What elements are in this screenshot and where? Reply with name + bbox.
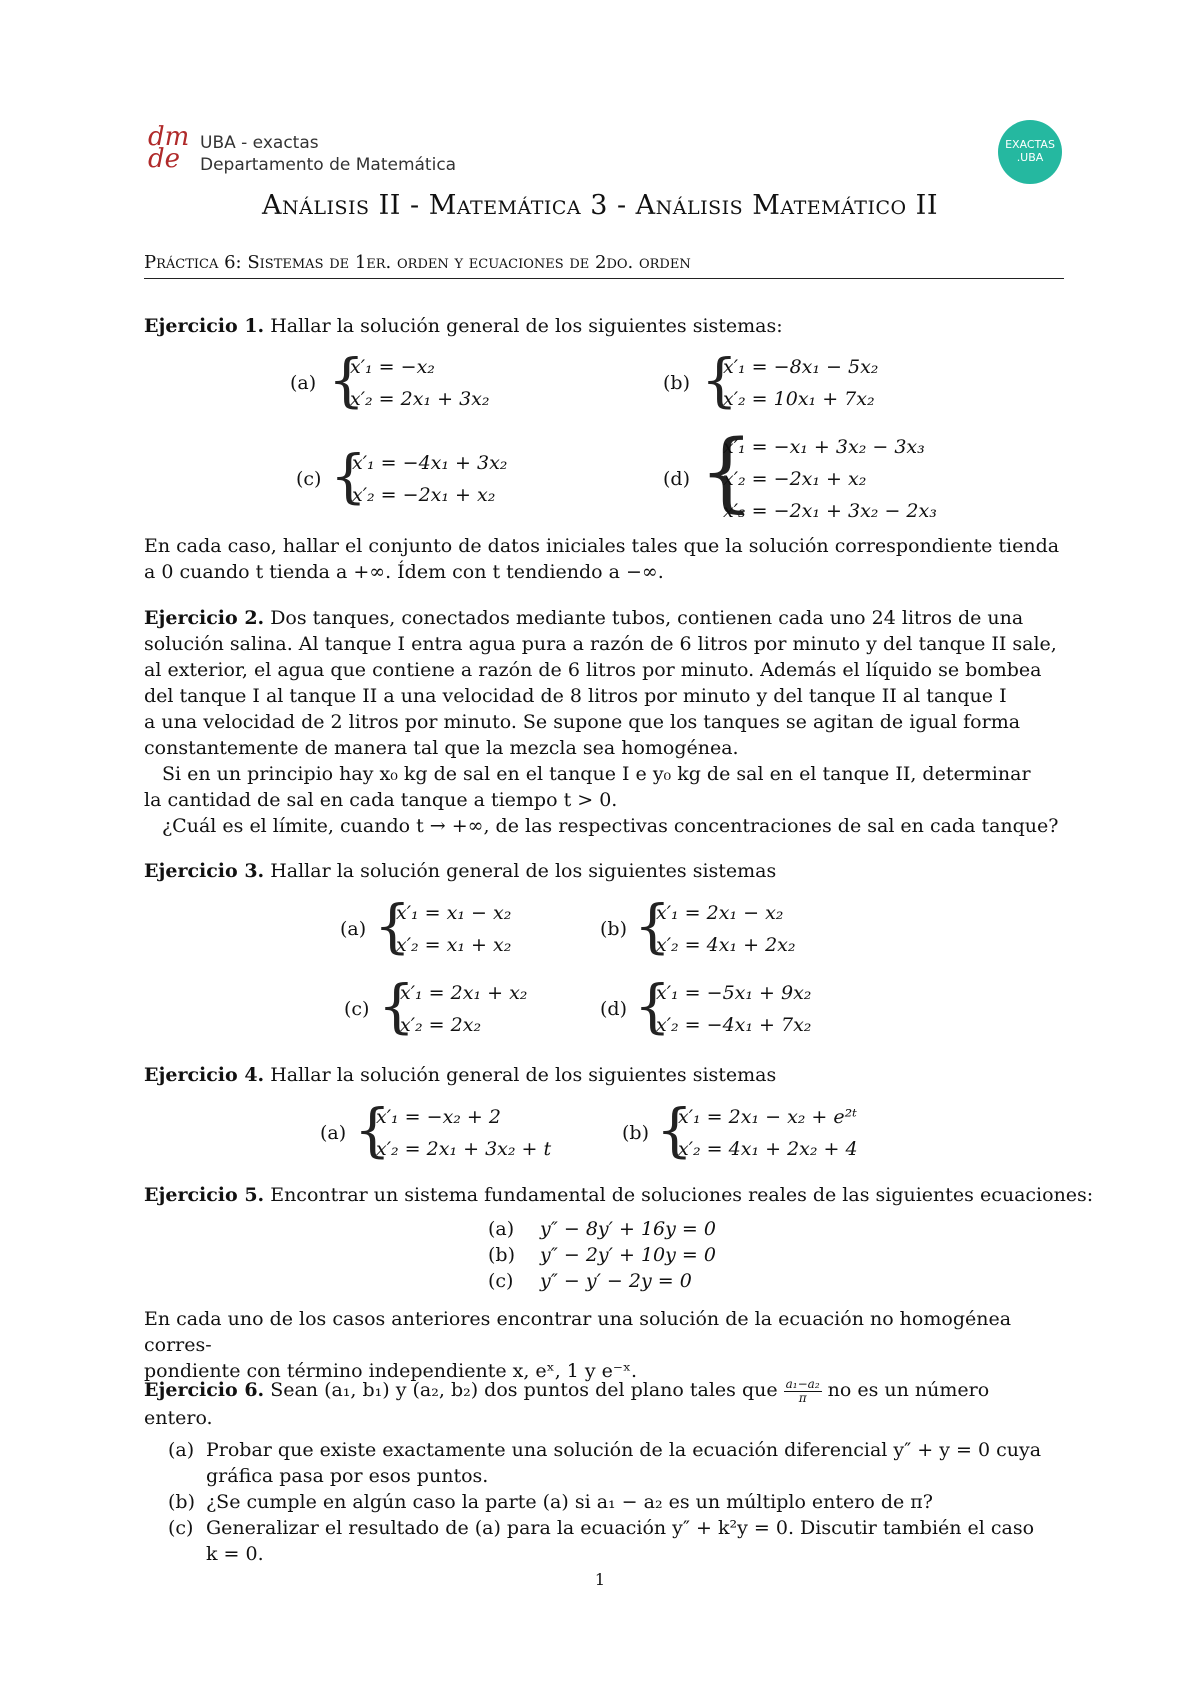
page-number: 1 bbox=[594, 1570, 606, 1589]
ej6-item-b bbox=[144, 1489, 1064, 1515]
ej2-line8: la cantidad de sal en cada tanque a tiempo t > 0. bbox=[144, 789, 618, 811]
ej3-b-eq1: x′₁ = 2x₁ − x₂ bbox=[656, 902, 784, 924]
brace-icon: { bbox=[701, 346, 738, 414]
ej3-head: Ejercicio 3. bbox=[144, 860, 265, 882]
ej3-a-label: (a) bbox=[340, 918, 367, 940]
ej4-head: Ejercicio 4. bbox=[144, 1064, 265, 1086]
page-subtitle: Práctica 6: Sistemas de 1er. orden y ecuaciones de 2do. orden bbox=[144, 252, 691, 273]
ej3-b-label: (b) bbox=[600, 918, 627, 940]
ej1-text: Hallar la solución general de los siguientes sistemas: bbox=[270, 315, 783, 337]
brace-icon: { bbox=[354, 1096, 391, 1164]
ej5-head: Ejercicio 5. bbox=[144, 1184, 265, 1206]
ej6-head: Ejercicio 6. bbox=[144, 1379, 265, 1401]
ej6-item-a bbox=[144, 1437, 1064, 1489]
ej5-text: Encontrar un sistema fundamental de soluciones reales de las siguientes ecuaciones: bbox=[270, 1184, 1094, 1206]
brace-icon: { bbox=[634, 892, 671, 960]
badge-line1: EXACTAS bbox=[1005, 138, 1055, 151]
ej1-d-eq2: x′₂ = −2x₁ + x₂ bbox=[723, 468, 867, 490]
ej3-d-eq1: x′₁ = −5x₁ + 9x₂ bbox=[656, 982, 812, 1004]
ej1-system-a bbox=[290, 346, 510, 422]
ej4-system-b bbox=[622, 1096, 902, 1172]
brace-icon: { bbox=[699, 422, 754, 522]
department-logo-text bbox=[200, 132, 456, 176]
exactas-uba-badge bbox=[998, 120, 1062, 184]
subtitle-rule bbox=[144, 278, 1064, 279]
ej3-b-eq2: x′₂ = 4x₁ + 2x₂ bbox=[656, 934, 796, 956]
ej6-line1b: no es un número bbox=[827, 1379, 990, 1401]
ej6-a-label: (a) bbox=[168, 1438, 195, 1461]
ej6-c-line1: Generalizar el resultado de (a) para la ecuación y″ + k²y = 0. Discutir también el caso bbox=[206, 1516, 1035, 1539]
ej6-frac-num: a₁−a₂ bbox=[785, 1376, 820, 1391]
ej4-a-label: (a) bbox=[320, 1122, 347, 1144]
ej2-line3: al exterior, el agua que contiene a razón de 6 litros por minuto. Además el líquido se bombea bbox=[144, 659, 1042, 681]
ej3-c-eq2: x′₂ = 2x₂ bbox=[400, 1014, 482, 1036]
logo-mark-bottom: de bbox=[148, 144, 181, 174]
ej4-b-label: (b) bbox=[622, 1122, 649, 1144]
brace-icon: { bbox=[378, 972, 415, 1040]
ej2-block bbox=[144, 605, 1064, 839]
ej3-d-label: (d) bbox=[600, 998, 627, 1020]
brace-icon: { bbox=[656, 1096, 693, 1164]
brace-icon: { bbox=[328, 346, 365, 414]
ej1-system-c bbox=[296, 442, 556, 518]
ej6-fraction bbox=[784, 1378, 822, 1405]
ej3-c-eq1: x′₁ = 2x₁ + x₂ bbox=[400, 982, 528, 1004]
ej1-heading-line bbox=[144, 313, 783, 339]
ej2-line6: constantemente de manera tal que la mezcla sea homogénea. bbox=[144, 737, 739, 759]
ej3-text: Hallar la solución general de los siguientes sistemas bbox=[270, 860, 777, 882]
badge-line2: .UBA bbox=[1016, 151, 1044, 164]
ej2-line9: ¿Cuál es el límite, cuando t → +∞, de las respectivas concentraciones de sal en cada tanque? bbox=[162, 815, 1059, 837]
ej1-b-eq1: x′₁ = −8x₁ − 5x₂ bbox=[723, 356, 879, 378]
ej6-a-line2: gráfica pasa por esos puntos. bbox=[206, 1464, 489, 1487]
ej4-a-eq1: x′₁ = −x₂ + 2 bbox=[376, 1106, 501, 1128]
ej5-c-eq: y″ − y′ − 2y = 0 bbox=[540, 1270, 692, 1292]
ej1-d-label: (d) bbox=[663, 468, 690, 490]
ej1-c-eq2: x′₂ = −2x₁ + x₂ bbox=[352, 484, 496, 506]
ej5-equations bbox=[488, 1218, 748, 1296]
ej3-system-c bbox=[344, 972, 564, 1048]
ej6-frac-den: π bbox=[798, 1390, 807, 1405]
dm-logo-mark bbox=[148, 122, 190, 174]
ej4-system-a bbox=[320, 1096, 580, 1172]
ej1-after1: En cada caso, hallar el conjunto de datos iniciales tales que la solución correspondiente tienda bbox=[144, 535, 1060, 557]
ej1-b-label: (b) bbox=[663, 372, 690, 394]
ej1-d-eq3: x′₃ = −2x₁ + 3x₂ − 2x₃ bbox=[723, 500, 937, 522]
ej6-line1a: Sean (a₁, b₁) y (a₂, b₂) dos puntos del plano tales que bbox=[270, 1379, 778, 1401]
ej4-text: Hallar la solución general de los siguientes sistemas bbox=[270, 1064, 777, 1086]
ej4-b-eq2: x′₂ = 4x₁ + 2x₂ + 4 bbox=[678, 1138, 858, 1160]
brace-icon: { bbox=[374, 892, 411, 960]
ej3-system-b bbox=[600, 892, 840, 968]
ej5-b-label: (b) bbox=[488, 1244, 515, 1266]
ej1-after2: a 0 cuando t tienda a +∞. Ídem con t tendiendo a −∞. bbox=[144, 561, 664, 583]
ej6-b-line1: ¿Se cumple en algún caso la parte (a) si a₁ − a₂ es un múltiplo entero de π? bbox=[206, 1490, 933, 1513]
ej1-followup bbox=[144, 533, 1064, 585]
ej3-d-eq2: x′₂ = −4x₁ + 7x₂ bbox=[656, 1014, 812, 1036]
ej6-b-label: (b) bbox=[168, 1490, 195, 1513]
ej6-item-c bbox=[144, 1515, 1064, 1567]
ej1-system-d bbox=[663, 422, 963, 532]
ej6-a-line1: Probar que existe exactamente una solución de la ecuación diferencial y″ + y = 0 cuya bbox=[206, 1438, 1042, 1461]
ej4-a-eq2: x′₂ = 2x₁ + 3x₂ + t bbox=[376, 1138, 552, 1160]
ej6-line2: entero. bbox=[144, 1406, 213, 1429]
logo-line-uba: UBA - exactas bbox=[200, 133, 319, 153]
ej1-system-b bbox=[663, 346, 923, 422]
ej2-line1: Dos tanques, conectados mediante tubos, contienen cada uno 24 litros de una bbox=[270, 607, 1024, 629]
ej6-c-line2: k = 0. bbox=[206, 1542, 264, 1565]
ej2-line2: solución salina. Al tanque I entra agua pura a razón de 6 litros por minuto y del tanque II sale, bbox=[144, 633, 1057, 655]
ej4-b-eq1: x′₁ = 2x₁ − x₂ + e²ᵗ bbox=[678, 1106, 857, 1128]
ej2-line7: Si en un principio hay x₀ kg de sal en el tanque I e y₀ kg de sal en el tanque II, determinar bbox=[162, 763, 1031, 785]
brace-icon: { bbox=[634, 972, 671, 1040]
ej2-line4: del tanque I al tanque II a una velocidad de 8 litros por minuto y del tanque II al tanque I bbox=[144, 685, 1007, 707]
ej1-c-eq1: x′₁ = −4x₁ + 3x₂ bbox=[352, 452, 508, 474]
ej2-line5: a una velocidad de 2 litros por minuto. Se supone que los tanques se agitan de igual forma bbox=[144, 711, 1021, 733]
ej5-heading-line bbox=[144, 1182, 1093, 1208]
ej3-system-d bbox=[600, 972, 860, 1048]
ej1-a-eq2: x′₂ = 2x₁ + 3x₂ bbox=[350, 388, 490, 410]
ej3-a-eq1: x′₁ = x₁ − x₂ bbox=[396, 902, 512, 924]
ej1-c-label: (c) bbox=[296, 468, 322, 490]
ej4-heading-line bbox=[144, 1062, 776, 1088]
ej1-head: Ejercicio 1. bbox=[144, 315, 265, 337]
ej3-c-label: (c) bbox=[344, 998, 370, 1020]
ej5-followup bbox=[144, 1306, 1064, 1384]
ej5-b-eq: y″ − 2y′ + 10y = 0 bbox=[540, 1244, 716, 1266]
page-title: Análisis II - Matemática 3 - Análisis Matemático II bbox=[261, 190, 938, 221]
brace-icon: { bbox=[330, 442, 367, 510]
ej5-after1: En cada uno de los casos anteriores encontrar una solución de la ecuación no homogénea corres- bbox=[144, 1308, 1012, 1356]
ej3-a-eq2: x′₂ = x₁ + x₂ bbox=[396, 934, 512, 956]
ej6-c-label: (c) bbox=[168, 1516, 194, 1539]
ej1-a-label: (a) bbox=[290, 372, 317, 394]
ej3-system-a bbox=[340, 892, 560, 968]
ej6-block bbox=[144, 1377, 1064, 1567]
ej3-heading-line bbox=[144, 858, 776, 884]
ej1-a-eq1: x′₁ = −x₂ bbox=[350, 356, 435, 378]
ej1-b-eq2: x′₂ = 10x₁ + 7x₂ bbox=[723, 388, 875, 410]
logo-mark-top: dm bbox=[148, 122, 190, 152]
ej5-c-label: (c) bbox=[488, 1270, 514, 1292]
ej5-a-label: (a) bbox=[488, 1218, 515, 1240]
ej5-after2: pondiente con término independiente x, eˣ, 1 y e⁻ˣ. bbox=[144, 1360, 638, 1382]
ej1-d-eq1: x′₁ = −x₁ + 3x₂ − 3x₃ bbox=[723, 436, 925, 458]
logo-line-department: Departamento de Matemática bbox=[200, 155, 457, 175]
ej2-head: Ejercicio 2. bbox=[144, 607, 265, 629]
ej5-a-eq: y″ − 8y′ + 16y = 0 bbox=[540, 1218, 716, 1240]
